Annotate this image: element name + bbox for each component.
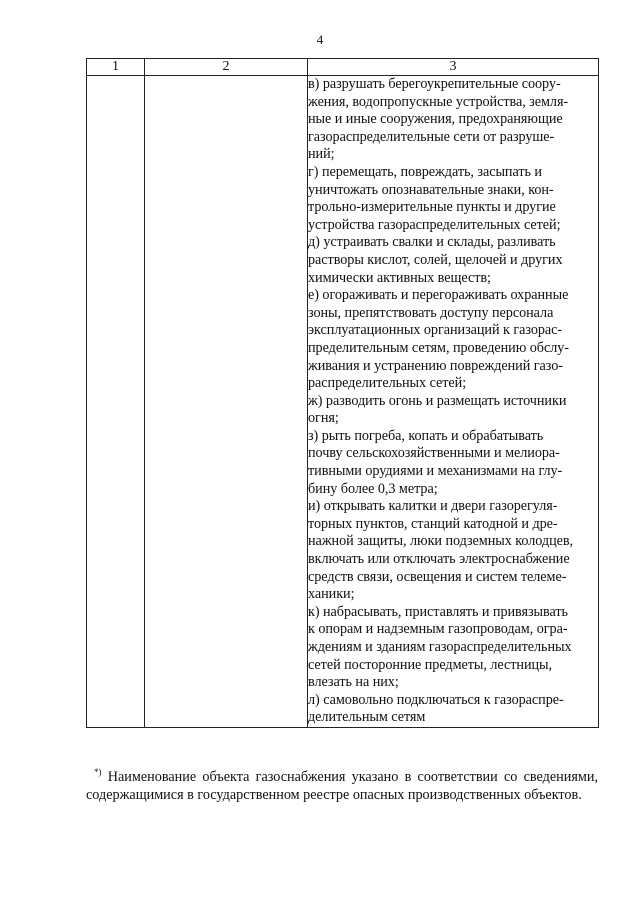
text-line: г) перемещать, повреждать, засыпать и: [308, 163, 542, 180]
text-line: газораспределительные сети от разруше-: [308, 128, 555, 145]
footnote-marker: *): [94, 767, 102, 777]
table-cell-col2: [145, 76, 308, 728]
footnote-text: Наименование объекта газоснабжения указано в соответствии со сведениями, содержащимися в государственном реестре опасных производственных объектов.: [86, 769, 598, 803]
text-line: ные и иные сооружения, предохраняющие: [308, 111, 563, 128]
text-line: ж) разводить огонь и размещать источники: [308, 392, 567, 409]
text-line: к опорам и надземным газопроводам, огра-: [308, 621, 568, 638]
text-line: растворы кислот, солей, щелочей и других: [308, 251, 563, 268]
column-header-2: 2: [145, 59, 308, 76]
text-line: в) разрушать берегоукрепительные соору-: [308, 76, 561, 92]
table-row: [87, 76, 599, 728]
text-line: е) огораживать и перегораживать охранные: [308, 287, 569, 304]
column-header-1: 1: [87, 59, 145, 76]
text-line: д) устраивать свалки и склады, разливать: [308, 234, 556, 251]
text-line: средств связи, освещения и систем телеме-: [308, 568, 567, 585]
text-line: уничтожать опознавательные знаки, кон-: [308, 181, 554, 198]
text-line: зоны, препятствовать доступу персонала: [308, 304, 554, 321]
text-line: торных пунктов, станций катодной и дре-: [308, 515, 558, 532]
text-line: л) самовольно подключаться к газораспре-: [308, 691, 564, 708]
text-line: эксплуатационных организаций к газорас-: [308, 322, 563, 339]
text-line: почву сельскохозяйственными и мелиора-: [308, 445, 560, 462]
text-line: включать или отключать электроснабжение: [308, 551, 570, 568]
text-line: устройства газораспределительных сетей;: [308, 216, 561, 233]
text-line: делительным сетям: [308, 709, 426, 726]
text-line: жения, водопропускные устройства, земля-: [308, 93, 569, 110]
requirements-table: [86, 58, 599, 728]
table-header-row: [87, 59, 599, 76]
text-line: огня;: [308, 410, 339, 427]
text-line: ханики;: [308, 586, 355, 603]
text-line: з) рыть погреба, копать и обрабатывать: [308, 427, 544, 444]
text-line: ний;: [308, 146, 335, 163]
text-line: живания и устранению повреждений газо-: [308, 357, 563, 374]
text-line: распределительных сетей;: [308, 375, 467, 392]
text-line: пределительным сетям, проведению обслу-: [308, 339, 569, 356]
text-line: сетей посторонние предметы, лестницы,: [308, 656, 553, 673]
text-line: к) набрасывать, приставлять и привязывать: [308, 603, 568, 620]
page-number: 4: [316, 32, 324, 47]
footnote: [86, 769, 598, 804]
column-header-3: 3: [308, 59, 599, 76]
text-line: химически активных веществ;: [308, 269, 491, 286]
text-line: и) открывать калитки и двери газорегуля-: [308, 498, 558, 515]
text-line: влезать на них;: [308, 674, 399, 691]
text-line: ждениям и зданиям газораспределительных: [308, 639, 572, 655]
text-line: тивными орудиями и механизмами на глу-: [308, 463, 563, 480]
table-cell-col1: [87, 76, 145, 728]
text-line: нажной защиты, люки подземных колодцев,: [308, 533, 574, 550]
text-line: бину более 0,3 метра;: [308, 480, 438, 497]
text-line: трольно-измерительные пункты и другие: [308, 199, 556, 216]
prohibitions-list-cell: [308, 76, 599, 728]
